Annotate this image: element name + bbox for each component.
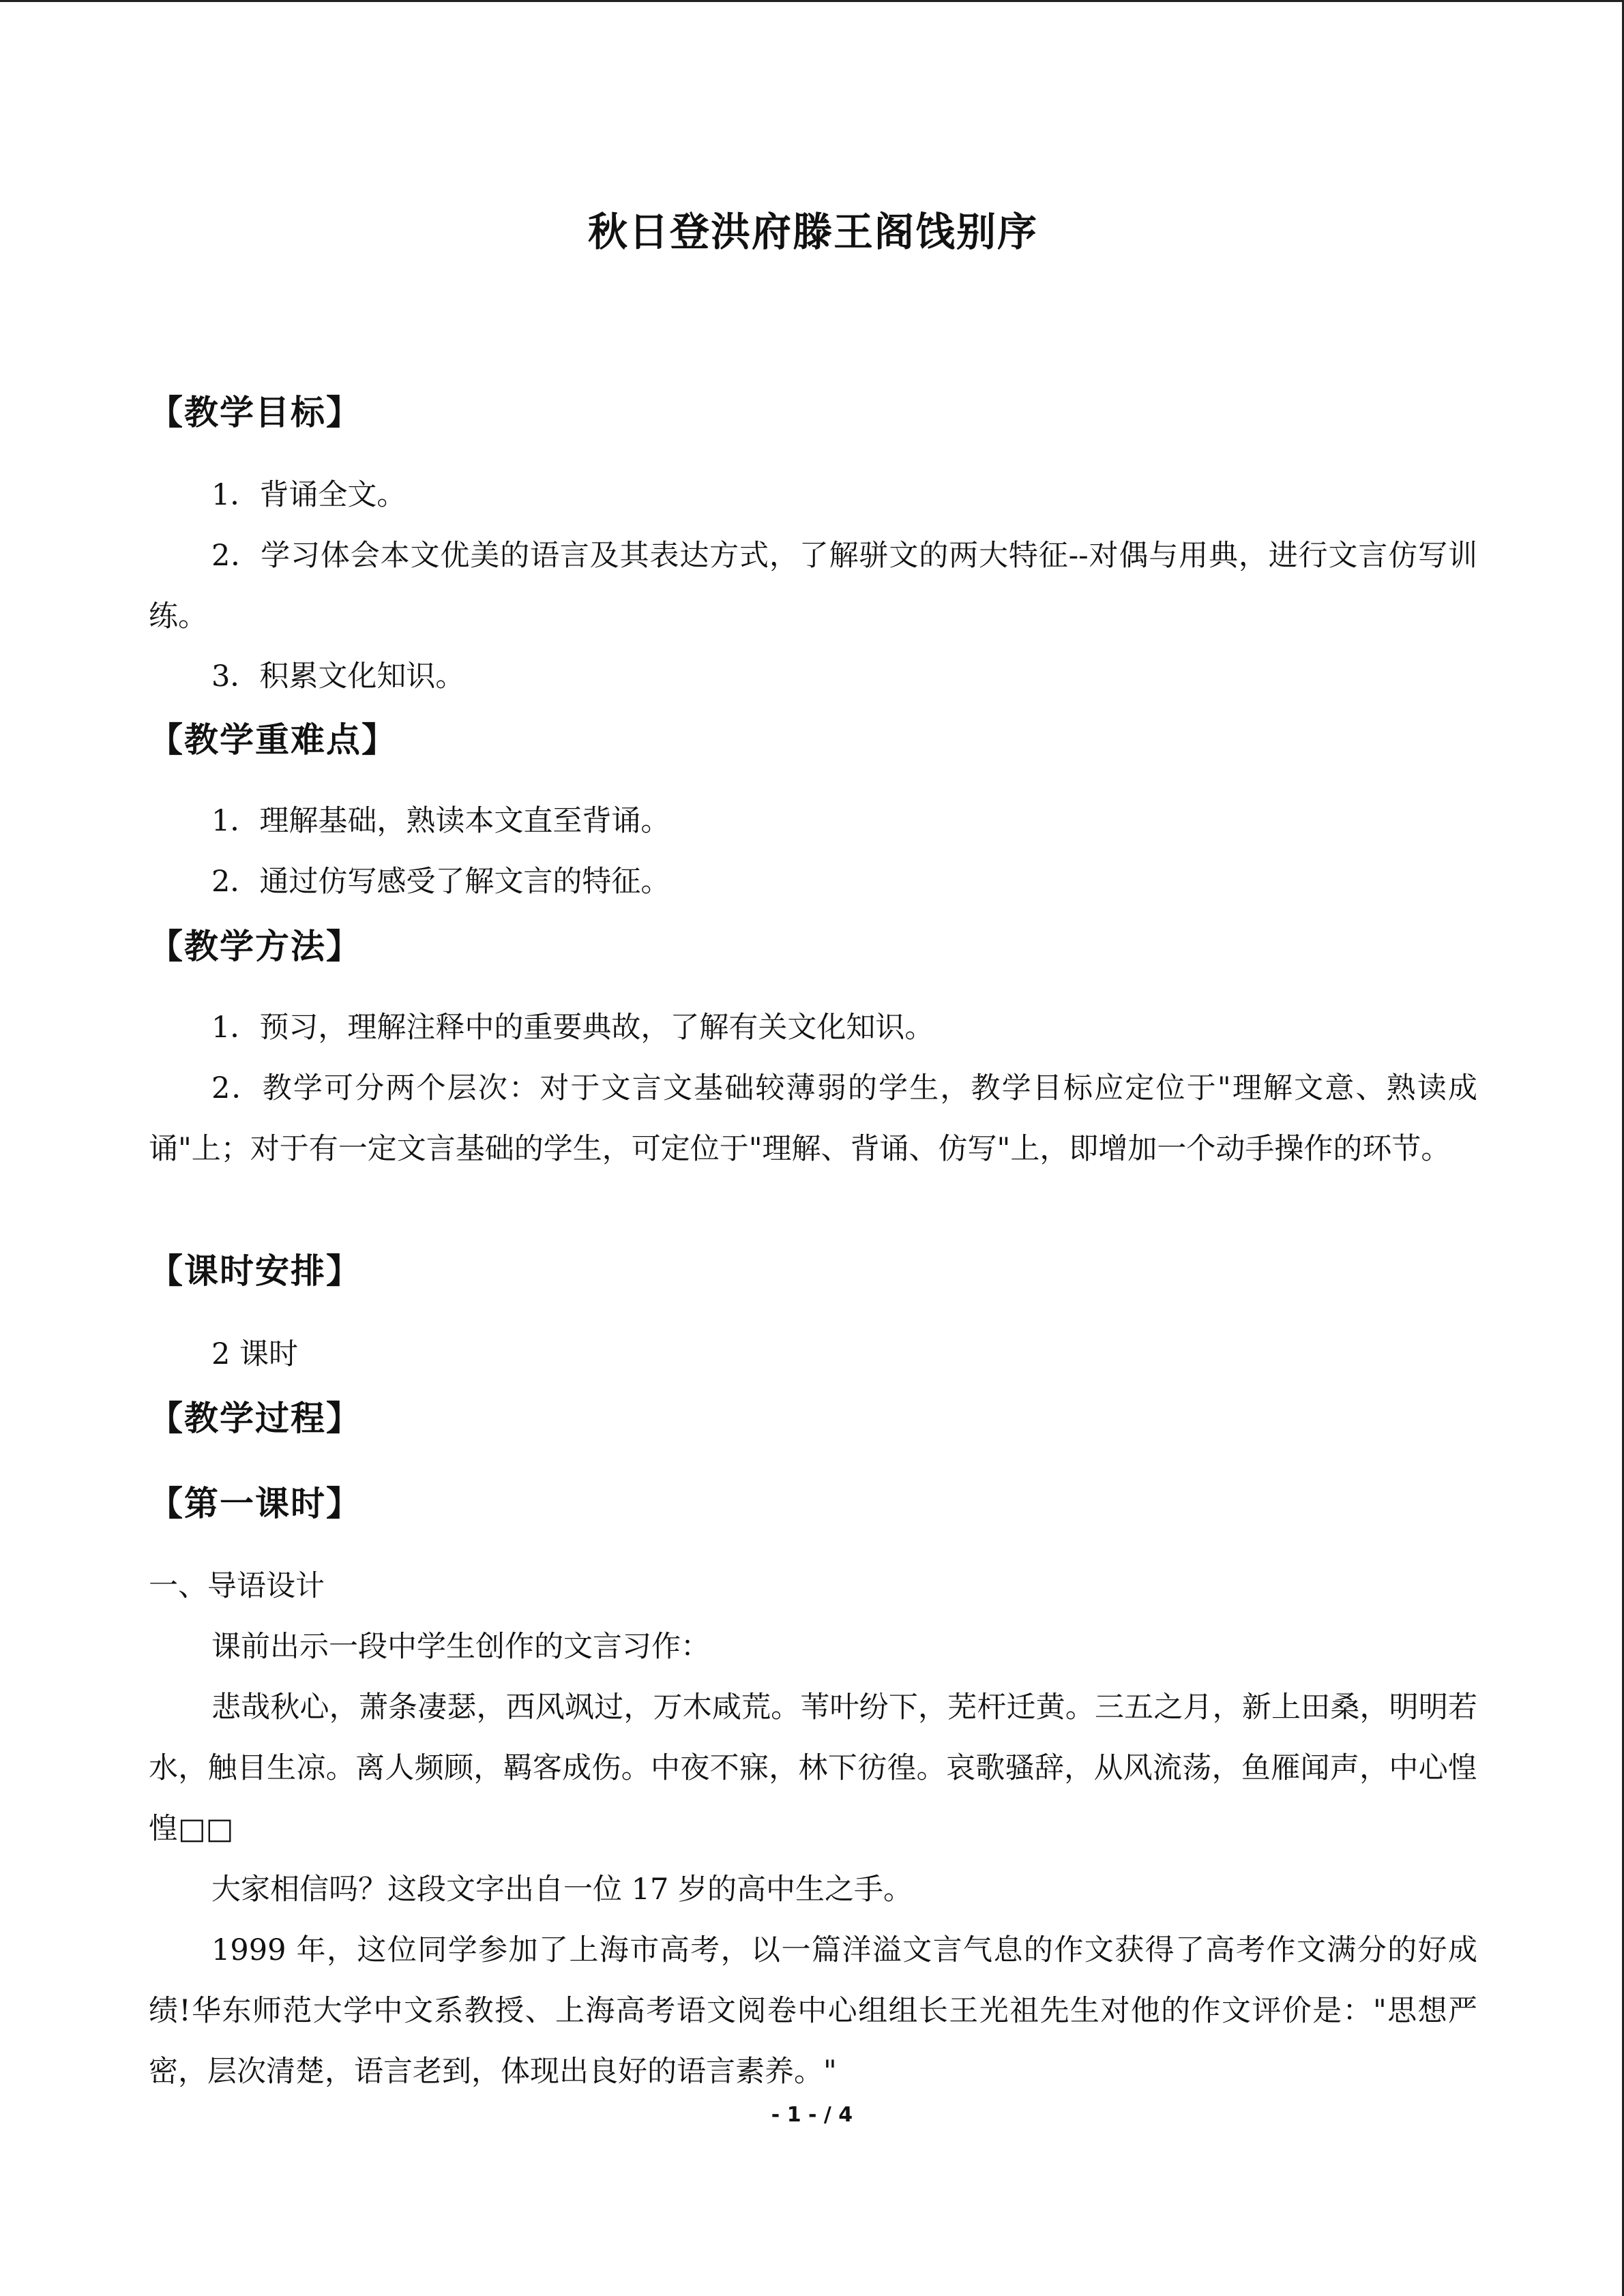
document-title: 秋日登洪府滕王阁饯别序 (587, 209, 1038, 255)
intro-text: 课前出示一段中学生创作的文言习作： (211, 1630, 710, 1664)
heading-teaching-methods: 【教学方法】 (149, 927, 361, 966)
question-text: 大家相信吗？这段文字出自一位 17 岁的高中生之手。 (211, 1873, 913, 1907)
step-intro-design: 一、导语设计 (149, 1569, 325, 1603)
goal-item-3: 3．积累文化知识。 (211, 659, 465, 694)
key-point-item-1: 1．理解基础，熟读本文直至背诵。 (211, 804, 670, 838)
heading-key-points: 【教学重难点】 (149, 720, 397, 760)
heading-teaching-goals: 【教学目标】 (149, 393, 361, 432)
page-number: - 1 - / 4 (771, 2103, 853, 2127)
goal-item-2: 2．学习体会本文优美的语言及其表达方式，了解骈文的两大特征--对偶与用典，进行文言仿写训练。 (149, 539, 1477, 633)
heading-teaching-process: 【教学过程】 (149, 1399, 361, 1438)
key-point-item-2: 2．通过仿写感受了解文言的特征。 (211, 865, 670, 899)
method-item-1: 1．预习，理解注释中的重要典故，了解有关文化知识。 (211, 1011, 934, 1045)
heading-first-lesson: 【第一课时】 (149, 1484, 361, 1523)
heading-class-schedule: 【课时安排】 (149, 1251, 361, 1291)
student-essay: 悲哉秋心，萧条凄瑟，西风飒过，万木咸荒。苇叶纷下，芜杆迁黄。三五之月，新上田桑，明明若水，触目生凉。离人频顾，羁客成伤。中夜不寐，林下彷徨。哀歌骚辞，从风流荡，鱼雁闻声，中心惶惶□□ (149, 1690, 1477, 1846)
method-item-2: 2．教学可分两个层次：对于文言文基础较薄弱的学生，教学目标应定位于"理解文意、熟读成诵"上；对于有一定文言基础的学生，可定位于"理解、背诵、仿写"上，即增加一个动手操作的环节。 (149, 1071, 1477, 1166)
story-text: 1999 年，这位同学参加了上海市高考，以一篇洋溢文言气息的作文获得了高考作文满分的好成绩!华东师范大学中文系教授、上海高考语文阅卷中心组组长王光祖先生对他的作文评价是："思想严密，层次清楚，语言老到，体现出良好的语言素养。" (149, 1933, 1477, 2089)
schedule-text: 2 课时 (211, 1337, 299, 1371)
goal-item-1: 1．背诵全文。 (211, 478, 407, 512)
